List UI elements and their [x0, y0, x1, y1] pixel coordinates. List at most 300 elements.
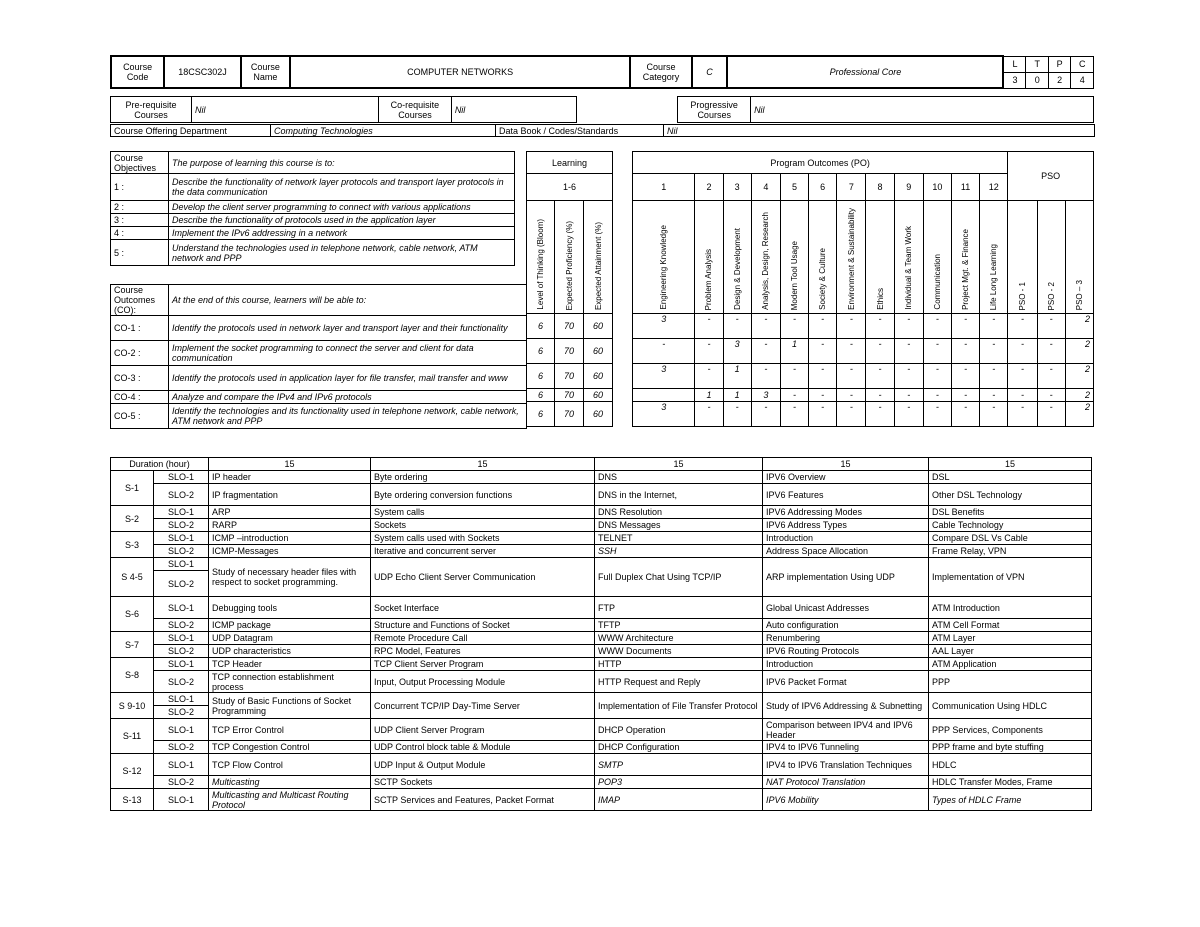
- topic-cell: FTP: [595, 597, 763, 619]
- course-name-label: Course Name: [241, 56, 290, 88]
- po-name: Communication: [923, 201, 951, 314]
- bloom-value: 6: [527, 402, 555, 427]
- topic-cell: Study of Basic Functions of Socket Programming: [209, 693, 371, 719]
- learning-col-proficiency: Expected Proficiency (%): [555, 201, 584, 314]
- topic-cell: UDP Client Server Program: [371, 719, 595, 741]
- slo-label: SLO-2: [154, 741, 209, 754]
- po-mapping-value: -: [751, 364, 780, 389]
- topic-cell: DNS Resolution: [595, 506, 763, 519]
- po-mapping-value: 3: [723, 339, 751, 364]
- topic-cell: Iterative and concurrent server: [371, 545, 595, 558]
- topic-cell: Cable Technology: [929, 519, 1092, 532]
- po-mapping-value: -: [980, 402, 1008, 427]
- topic-cell: System calls used with Sockets: [371, 532, 595, 545]
- prerequisite-table: [110, 96, 1094, 123]
- topic-cell: HDLC: [929, 754, 1092, 776]
- attainment-value: 60: [584, 402, 613, 427]
- pso-mapping-value: -: [1037, 314, 1065, 339]
- pso-mapping-value: 2: [1065, 389, 1093, 402]
- pso-mapping-value: -: [1008, 364, 1037, 389]
- pso-mapping-value: -: [1037, 402, 1065, 427]
- ltpc-label: P: [1048, 56, 1070, 72]
- topic-cell: Debugging tools: [209, 597, 371, 619]
- ltpc-label: T: [1026, 56, 1048, 72]
- topic-cell: UDP Input & Output Module: [371, 754, 595, 776]
- slo-label: SLO-2: [154, 706, 209, 719]
- po-mapping-value: 3: [751, 389, 780, 402]
- topic-cell: Implementation of File Transfer Protocol: [595, 693, 763, 719]
- pso-mapping-value: 2: [1065, 339, 1093, 364]
- proficiency-value: 70: [555, 314, 584, 339]
- topic-cell: Study of IPV6 Addressing & Subnetting: [763, 693, 929, 719]
- po-mapping-value: -: [894, 389, 923, 402]
- outcome-text: Identify the protocols used in network layer and transport layer and their functionality: [169, 316, 527, 341]
- topic-cell: Auto configuration: [763, 619, 929, 632]
- po-mapping-value: 1: [723, 364, 751, 389]
- po-mapping-value: -: [695, 402, 723, 427]
- progressive-label: Progressive Courses: [678, 97, 751, 123]
- po-mapping-value: -: [751, 339, 780, 364]
- topic-cell: TCP Header: [209, 658, 371, 671]
- topic-cell: TCP Congestion Control: [209, 741, 371, 754]
- pso-mapping-value: 2: [1065, 402, 1093, 427]
- session-label: S-13: [111, 789, 154, 811]
- objective-text: Develop the client server programming to connect with various applications: [169, 201, 515, 214]
- topic-cell: ARP: [209, 506, 371, 519]
- topic-cell: ICMP –introduction: [209, 532, 371, 545]
- topic-cell: Implementation of VPN: [929, 558, 1092, 597]
- unit-hours: 15: [209, 458, 371, 471]
- session-label: S-3: [111, 532, 154, 558]
- topic-cell: Renumbering: [763, 632, 929, 645]
- topic-cell: ICMP package: [209, 619, 371, 632]
- duration-label: Duration (hour): [111, 458, 209, 471]
- ltpc-value: 2: [1048, 72, 1070, 88]
- topic-cell: Structure and Functions of Socket: [371, 619, 595, 632]
- proficiency-value: 70: [555, 339, 584, 364]
- department-table: [110, 124, 1095, 137]
- session-label: S-1: [111, 471, 154, 506]
- slo-label: SLO-2: [154, 776, 209, 789]
- po-mapping-value: -: [866, 364, 894, 389]
- topic-cell: IPV6 Features: [763, 484, 929, 506]
- po-mapping-value: -: [809, 402, 837, 427]
- topic-cell: Communication Using HDLC: [929, 693, 1092, 719]
- po-mapping-value: -: [695, 314, 723, 339]
- course-code-label: Course Code: [111, 56, 164, 88]
- topic-cell: IP header: [209, 471, 371, 484]
- coreq-label: Co-requisite Courses: [379, 97, 452, 123]
- prereq-value: Nil: [192, 97, 379, 123]
- topic-cell: IPV6 Overview: [763, 471, 929, 484]
- po-name: Project Mgt. & Finance: [951, 201, 979, 314]
- po-mapping-value: -: [633, 339, 695, 364]
- slo-label: SLO-1: [154, 558, 209, 571]
- po-number: 2: [695, 174, 723, 201]
- topic-cell: DSL Benefits: [929, 506, 1092, 519]
- po-mapping-value: 3: [633, 364, 695, 389]
- slo-label: SLO-1: [154, 471, 209, 484]
- po-mapping-value: -: [951, 402, 979, 427]
- outcomes-label: Course Outcomes (CO):: [111, 285, 169, 316]
- prereq-label: Pre-requisite Courses: [111, 97, 192, 123]
- po-name: Design & Development: [723, 201, 751, 314]
- po-mapping-value: -: [951, 339, 979, 364]
- topic-cell: Full Duplex Chat Using TCP/IP: [595, 558, 763, 597]
- outcome-text: Identify the technologies and its functionality used in telephone network, cable network, ATM network and PPP: [169, 404, 527, 429]
- session-label: S-6: [111, 597, 154, 632]
- topic-cell: Types of HDLC Frame: [929, 789, 1092, 811]
- po-mapping-value: -: [980, 364, 1008, 389]
- topic-cell: PPP Services, Components: [929, 719, 1092, 741]
- slo-label: SLO-1: [154, 789, 209, 811]
- slo-label: SLO-1: [154, 506, 209, 519]
- po-number: 7: [837, 174, 866, 201]
- topic-cell: Compare DSL Vs Cable: [929, 532, 1092, 545]
- course-header-table: [110, 55, 1094, 89]
- po-pso-table: [632, 151, 1094, 427]
- topic-cell: Socket Interface: [371, 597, 595, 619]
- topic-cell: IPV6 Routing Protocols: [763, 645, 929, 658]
- pso-name: PSO – 3: [1065, 201, 1093, 314]
- topic-cell: AAL Layer: [929, 645, 1092, 658]
- progressive-value: Nil: [751, 97, 1094, 123]
- topic-cell: Input, Output Processing Module: [371, 671, 595, 693]
- po-mapping-value: -: [866, 339, 894, 364]
- objective-number: 3 :: [111, 214, 169, 227]
- dept-value: Computing Technologies: [271, 125, 496, 137]
- po-number: 5: [780, 174, 808, 201]
- outcome-text: Identify the protocols used in application layer for file transfer, mail transfer and www: [169, 366, 527, 391]
- topic-cell: HTTP Request and Reply: [595, 671, 763, 693]
- po-name: Life Long Learning: [980, 201, 1008, 314]
- bloom-value: 6: [527, 314, 555, 339]
- topic-cell: TFTP: [595, 619, 763, 632]
- topic-cell: Multicasting and Multicast Routing Protocol: [209, 789, 371, 811]
- slo-label: SLO-1: [154, 597, 209, 619]
- topic-cell: IMAP: [595, 789, 763, 811]
- topic-cell: UDP characteristics: [209, 645, 371, 658]
- topic-cell: UDP Datagram: [209, 632, 371, 645]
- topic-cell: TELNET: [595, 532, 763, 545]
- po-mapping-value: -: [980, 339, 1008, 364]
- topic-cell: IPV4 to IPV6 Tunneling: [763, 741, 929, 754]
- pso-mapping-value: -: [1008, 339, 1037, 364]
- pso-mapping-value: -: [1008, 402, 1037, 427]
- topic-cell: DNS: [595, 471, 763, 484]
- objective-number: 4 :: [111, 227, 169, 240]
- pso-name: PSO - 2: [1037, 201, 1065, 314]
- outcome-code: CO-2 :: [111, 341, 169, 366]
- topic-cell: HTTP: [595, 658, 763, 671]
- topic-cell: System calls: [371, 506, 595, 519]
- po-mapping-value: -: [723, 402, 751, 427]
- pso-mapping-value: -: [1037, 364, 1065, 389]
- topic-cell: IPV6 Address Types: [763, 519, 929, 532]
- topic-cell: IP fragmentation: [209, 484, 371, 506]
- outcome-text: Implement the socket programming to connect the server and client for data communication: [169, 341, 527, 366]
- outcome-code: CO-4 :: [111, 391, 169, 404]
- topic-cell: DHCP Operation: [595, 719, 763, 741]
- po-number: 4: [751, 174, 780, 201]
- ltpc-value: 0: [1026, 72, 1048, 88]
- pso-mapping-value: -: [1037, 339, 1065, 364]
- learning-col-attainment: Expected Attainment (%): [584, 201, 613, 314]
- po-name: Analysis, Design, Research: [751, 201, 780, 314]
- pso-title: PSO: [1008, 152, 1094, 201]
- po-mapping-value: -: [809, 339, 837, 364]
- slo-label: SLO-1: [154, 658, 209, 671]
- po-mapping-value: -: [923, 339, 951, 364]
- po-name: Ethics: [866, 201, 894, 314]
- topic-cell: ARP implementation Using UDP: [763, 558, 929, 597]
- topic-cell: TCP Error Control: [209, 719, 371, 741]
- topic-cell: UDP Control block table & Module: [371, 741, 595, 754]
- po-mapping-value: -: [751, 402, 780, 427]
- po-name: Environment & Sustainability: [837, 201, 866, 314]
- po-number: 1: [633, 174, 695, 201]
- unit-hours: 15: [595, 458, 763, 471]
- po-mapping-value: -: [894, 339, 923, 364]
- topic-cell: WWW Documents: [595, 645, 763, 658]
- slo-label: SLO-2: [154, 571, 209, 597]
- ltpc-label: C: [1071, 56, 1094, 72]
- topic-cell: DHCP Configuration: [595, 741, 763, 754]
- topic-cell: DSL: [929, 471, 1092, 484]
- po-mapping-value: -: [695, 339, 723, 364]
- slo-label: SLO-1: [154, 719, 209, 741]
- topic-cell: Remote Procedure Call: [371, 632, 595, 645]
- session-label: S-12: [111, 754, 154, 789]
- topic-cell: DNS in the Internet,: [595, 484, 763, 506]
- slo-label: SLO-2: [154, 645, 209, 658]
- topic-cell: PPP frame and byte stuffing: [929, 741, 1092, 754]
- course-code: 18CSC302J: [164, 56, 241, 88]
- attainment-value: 60: [584, 389, 613, 402]
- category-name: Professional Core: [727, 56, 1003, 88]
- po-mapping-value: -: [695, 364, 723, 389]
- topic-cell: RARP: [209, 519, 371, 532]
- topic-cell: Global Unicast Addresses: [763, 597, 929, 619]
- topic-cell: ATM Layer: [929, 632, 1092, 645]
- po-mapping-value: -: [809, 389, 837, 402]
- session-label: S-8: [111, 658, 154, 693]
- objective-number: 5 :: [111, 240, 169, 266]
- objectives-table: [110, 151, 515, 266]
- ltpc-label: L: [1003, 56, 1025, 72]
- po-number: 6: [809, 174, 837, 201]
- topic-cell: PPP: [929, 671, 1092, 693]
- attainment-value: 60: [584, 364, 613, 389]
- po-mapping-value: -: [980, 389, 1008, 402]
- topic-cell: Other DSL Technology: [929, 484, 1092, 506]
- slo-label: SLO-2: [154, 619, 209, 632]
- po-mapping-value: [633, 389, 695, 402]
- po-mapping-value: -: [923, 364, 951, 389]
- outcome-code: CO-5 :: [111, 404, 169, 429]
- po-mapping-value: -: [951, 364, 979, 389]
- topic-cell: Comparison between IPV4 and IPV6 Header: [763, 719, 929, 741]
- po-mapping-value: -: [894, 364, 923, 389]
- po-mapping-value: 1: [723, 389, 751, 402]
- po-name: Modern Tool Usage: [780, 201, 808, 314]
- po-mapping-value: -: [751, 314, 780, 339]
- topic-cell: IPV6 Mobility: [763, 789, 929, 811]
- po-number: 11: [951, 174, 979, 201]
- learning-range: 1-6: [527, 174, 613, 201]
- schedule-table: [110, 457, 1092, 811]
- learning-title: Learning: [527, 152, 613, 174]
- pso-mapping-value: -: [1008, 314, 1037, 339]
- po-number: 12: [980, 174, 1008, 201]
- topic-cell: DNS Messages: [595, 519, 763, 532]
- topic-cell: SSH: [595, 545, 763, 558]
- po-mapping-value: -: [866, 314, 894, 339]
- unit-hours: 15: [371, 458, 595, 471]
- po-mapping-value: -: [780, 364, 808, 389]
- topic-cell: UDP Echo Client Server Communication: [371, 558, 595, 597]
- objective-number: 2 :: [111, 201, 169, 214]
- po-mapping-value: -: [837, 314, 866, 339]
- po-mapping-value: -: [837, 402, 866, 427]
- slo-label: SLO-1: [154, 532, 209, 545]
- session-label: S-2: [111, 506, 154, 532]
- po-mapping-value: -: [923, 389, 951, 402]
- bloom-value: 6: [527, 339, 555, 364]
- ltpc-value: 3: [1003, 72, 1025, 88]
- po-number: 9: [894, 174, 923, 201]
- po-name: Individual & Team Work: [894, 201, 923, 314]
- topic-cell: Introduction: [763, 532, 929, 545]
- topic-cell: Byte ordering: [371, 471, 595, 484]
- proficiency-value: 70: [555, 402, 584, 427]
- topic-cell: Sockets: [371, 519, 595, 532]
- slo-label: SLO-1: [154, 632, 209, 645]
- slo-label: SLO-1: [154, 754, 209, 776]
- po-mapping-value: -: [866, 389, 894, 402]
- po-mapping-value: -: [809, 314, 837, 339]
- topic-cell: IPV6 Addressing Modes: [763, 506, 929, 519]
- topic-cell: ICMP-Messages: [209, 545, 371, 558]
- pso-mapping-value: -: [1008, 389, 1037, 402]
- objective-text: Describe the functionality of network layer protocols and transport layer protocols in the data communication: [169, 174, 515, 201]
- learning-table: [526, 151, 613, 427]
- topic-cell: Introduction: [763, 658, 929, 671]
- proficiency-value: 70: [555, 389, 584, 402]
- course-name: COMPUTER NETWORKS: [290, 56, 630, 88]
- po-number: 8: [866, 174, 894, 201]
- pso-name: PSO - 1: [1008, 201, 1037, 314]
- po-mapping-value: -: [723, 314, 751, 339]
- topic-cell: IPV4 to IPV6 Translation Techniques: [763, 754, 929, 776]
- topic-cell: SCTP Services and Features, Packet Format: [371, 789, 595, 811]
- po-mapping-value: 3: [633, 314, 695, 339]
- bloom-value: 6: [527, 364, 555, 389]
- topic-cell: Multicasting: [209, 776, 371, 789]
- po-name: Problem Analysis: [695, 201, 723, 314]
- coreq-value: Nil: [451, 97, 576, 123]
- course-category: C: [692, 56, 728, 88]
- slo-label: SLO-2: [154, 671, 209, 693]
- slo-label: SLO-1: [154, 693, 209, 706]
- objective-number: 1 :: [111, 174, 169, 201]
- po-mapping-value: -: [923, 402, 951, 427]
- po-number: 3: [723, 174, 751, 201]
- topic-cell: NAT Protocol Translation: [763, 776, 929, 789]
- topic-cell: HDLC Transfer Modes, Frame: [929, 776, 1092, 789]
- po-mapping-value: -: [980, 314, 1008, 339]
- attainment-value: 60: [584, 339, 613, 364]
- po-name: Society & Culture: [809, 201, 837, 314]
- proficiency-value: 70: [555, 364, 584, 389]
- outcome-code: CO-1 :: [111, 316, 169, 341]
- objective-text: Describe the functionality of protocols used in the application layer: [169, 214, 515, 227]
- topic-cell: SMTP: [595, 754, 763, 776]
- topic-cell: ATM Cell Format: [929, 619, 1092, 632]
- po-mapping-value: -: [837, 364, 866, 389]
- bloom-value: 6: [527, 389, 555, 402]
- po-mapping-value: -: [780, 314, 808, 339]
- topic-cell: RPC Model, Features: [371, 645, 595, 658]
- po-name: Engineering Knowledge: [633, 201, 695, 314]
- topic-cell: Study of necessary header files with respect to socket programming.: [209, 558, 371, 597]
- po-mapping-value: -: [809, 364, 837, 389]
- learning-col-bloom: Level of Thinking (Bloom): [527, 201, 555, 314]
- po-mapping-value: -: [923, 314, 951, 339]
- topic-cell: ATM Introduction: [929, 597, 1092, 619]
- po-mapping-value: 3: [633, 402, 695, 427]
- po-mapping-value: 1: [695, 389, 723, 402]
- po-mapping-value: -: [780, 402, 808, 427]
- topic-cell: Byte ordering conversion functions: [371, 484, 595, 506]
- topic-cell: Concurrent TCP/IP Day-Time Server: [371, 693, 595, 719]
- topic-cell: WWW Architecture: [595, 632, 763, 645]
- course-category-label: Course Category: [630, 56, 691, 88]
- po-title: Program Outcomes (PO): [633, 152, 1008, 174]
- databook-value: Nil: [664, 125, 1095, 137]
- outcomes-table: [110, 284, 527, 429]
- topic-cell: TCP Flow Control: [209, 754, 371, 776]
- session-label: S 4-5: [111, 558, 154, 597]
- objectives-intro: The purpose of learning this course is to:: [169, 152, 515, 174]
- outcomes-intro: At the end of this course, learners will be able to:: [169, 285, 527, 316]
- topic-cell: SCTP Sockets: [371, 776, 595, 789]
- outcome-text: Analyze and compare the IPv4 and IPv6 protocols: [169, 391, 527, 404]
- topic-cell: TCP Client Server Program: [371, 658, 595, 671]
- po-mapping-value: -: [866, 402, 894, 427]
- po-mapping-value: -: [837, 339, 866, 364]
- session-label: S-7: [111, 632, 154, 658]
- topic-cell: IPV6 Packet Format: [763, 671, 929, 693]
- po-mapping-value: 1: [780, 339, 808, 364]
- ltpc-value: 4: [1071, 72, 1094, 88]
- pso-mapping-value: -: [1037, 389, 1065, 402]
- po-number: 10: [923, 174, 951, 201]
- topic-cell: Frame Relay, VPN: [929, 545, 1092, 558]
- po-mapping-value: -: [951, 389, 979, 402]
- topic-cell: ATM Application: [929, 658, 1092, 671]
- databook-label: Data Book / Codes/Standards: [496, 125, 664, 137]
- po-mapping-value: -: [837, 389, 866, 402]
- unit-hours: 15: [763, 458, 929, 471]
- topic-cell: Address Space Allocation: [763, 545, 929, 558]
- objective-text: Understand the technologies used in telephone network, cable network, ATM network and PPP: [169, 240, 515, 266]
- objective-text: Implement the IPv6 addressing in a network: [169, 227, 515, 240]
- topic-cell: TCP connection establishment process: [209, 671, 371, 693]
- slo-label: SLO-2: [154, 545, 209, 558]
- unit-hours: 15: [929, 458, 1092, 471]
- objectives-label: Course Objectives: [111, 152, 169, 174]
